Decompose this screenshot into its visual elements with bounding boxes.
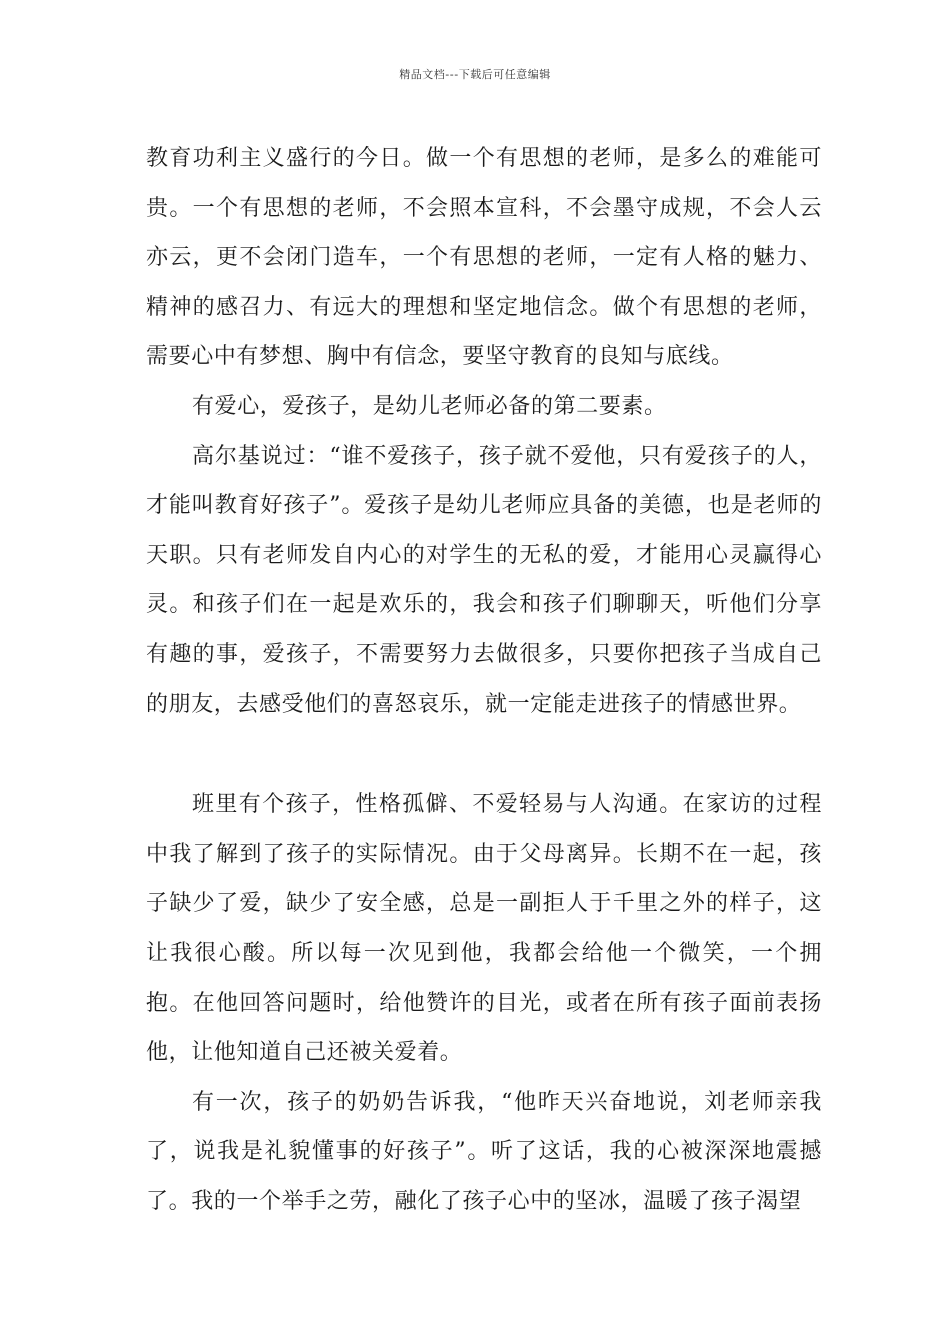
document-body [146,134,822,1226]
paragraph: 班里有个孩子，性格孤僻、不爱轻易与人沟通。在家访的过程中我了解到了孩子的实际情况。由于父母离异。长期不在一起，孩子缺少了爱，缺少了安全感，总是一副拒人于千里之外的样子，这让我很心酸。所以每一次见到他，我都会给他一个微笑，一个拥抱。在他回答问题时，给他赞许的目光，或者在所有孩子面前表扬他，让他知道自己还被关爱着。 [146,792,822,1066]
page-header: 精品文档---下载后可任意编辑 [399,68,551,81]
paragraph-spacer [146,729,822,780]
paragraph: 有一次，孩子的奶奶告诉我，“他昨天兴奋地说，刘老师亲我了，说我是礼貌懂事的好孩子”。听了这话，我的心被深深地震撼了。我的一个举手之劳，融化了孩子心中的坚冰，温暖了孩子渴望 [146,1089,822,1214]
paragraph: 教育功利主义盛行的今日。做一个有思想的老师，是多么的难能可贵。一个有思想的老师，不会照本宣科，不会墨守成规，不会人云亦云，更不会闭门造车，一个有思想的老师，一定有人格的魅力、精神的感召力、有远大的理想和坚定地信念。做个有思想的老师，需要心中有梦想、胸中有信念，要坚守教育的良知与底线。 [146,146,822,370]
paragraph: 有爱心，爱孩子，是幼儿老师必备的第二要素。 [192,393,667,419]
paragraph: 高尔基说过：“谁不爱孩子，孩子就不爱他，只有爱孩子的人，才能叫教育好孩子”。爱孩子是幼儿老师应具备的美德，也是老师的天职。只有老师发自内心的对学生的无私的爱，才能用心灵赢得心灵。和孩子们在一起是欢乐的，我会和孩子们聊聊天，听他们分享有趣的事，爱孩子，不需要努力去做很多，只要你把孩子当成自己的朋友，去感受他们的喜怒哀乐，就一定能走进孩子的情感世界。 [146,443,822,717]
